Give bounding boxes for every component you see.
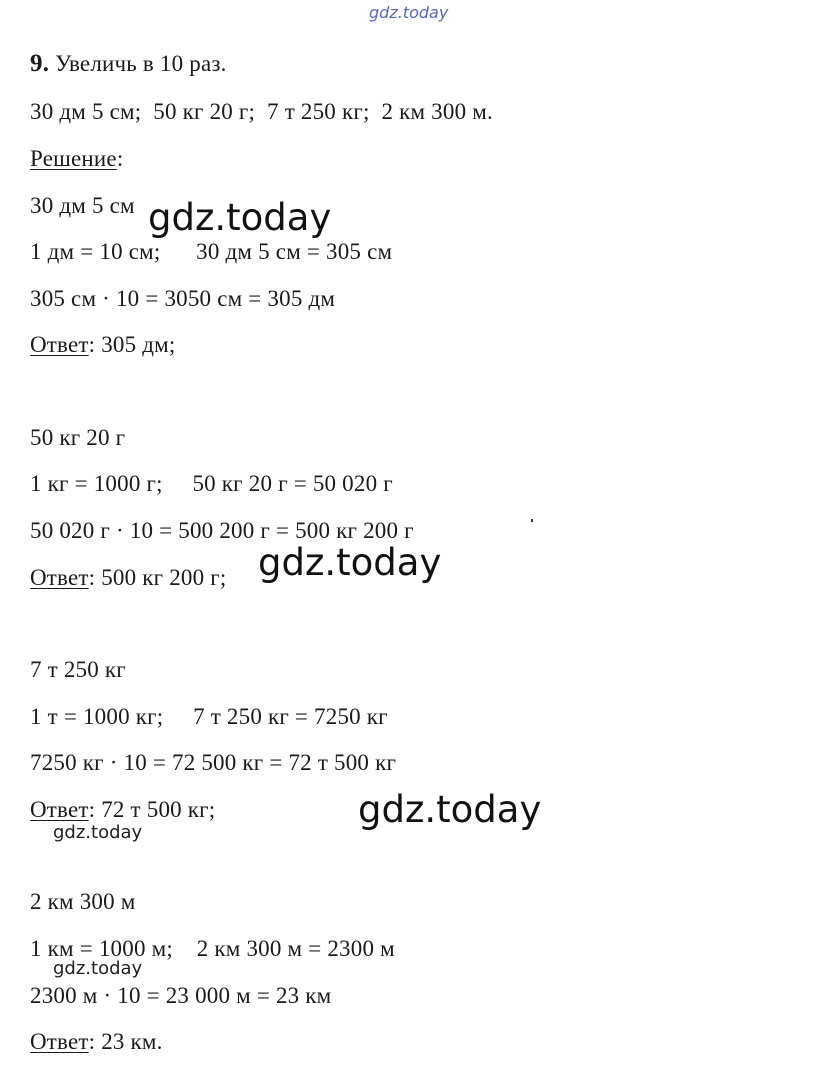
part-3-conversion: 1 т = 1000 кг; 7 т 250 кг = 7250 кг xyxy=(30,704,388,729)
answer-text: : 305 дм; xyxy=(88,332,176,357)
answer-label: Ответ xyxy=(30,332,89,357)
watermark-big-2: gdz.today xyxy=(258,541,442,584)
part-1-conversion: 1 дм = 10 см; 30 дм 5 см = 305 см xyxy=(30,239,393,264)
part-1-value: 30 дм 5 см xyxy=(30,193,135,218)
watermark-small-2: gdz.today xyxy=(53,958,143,979)
answer-label: Ответ xyxy=(30,1029,89,1054)
answer-text: : 23 км. xyxy=(88,1029,163,1054)
part-4-value: 2 км 300 м xyxy=(30,889,136,914)
answer-text: : 72 т 500 кг; xyxy=(88,797,216,822)
part-3-value: 7 т 250 кг xyxy=(30,657,126,682)
answer-label: Ответ xyxy=(30,797,89,822)
part-2-value: 50 кг 20 г xyxy=(30,425,126,450)
part-1-answer xyxy=(30,331,176,359)
watermark-big-1: gdz.today xyxy=(148,196,332,239)
part-1-calculation: 305 см · 10 = 3050 см = 305 дм xyxy=(30,286,336,311)
scan-speck xyxy=(531,519,533,522)
part-4-conversion: 1 км = 1000 м; 2 км 300 м = 2300 м xyxy=(30,936,395,961)
solution-heading xyxy=(30,145,123,173)
part-4-answer xyxy=(30,1028,163,1056)
part-3-answer xyxy=(30,796,215,824)
solution-label: Решение xyxy=(30,146,117,171)
part-3-calculation: 7250 кг · 10 = 72 500 кг = 72 т 500 кг xyxy=(30,750,397,775)
answer-label: Ответ xyxy=(30,565,89,590)
watermark-small-1: gdz.today xyxy=(53,822,143,843)
watermark-header: gdz.today xyxy=(369,3,449,22)
task-number: 9. xyxy=(30,50,50,77)
task-heading xyxy=(30,50,227,78)
part-4-calculation: 2300 м · 10 = 23 000 м = 23 км xyxy=(30,983,332,1008)
watermark-big-3: gdz.today xyxy=(358,788,542,831)
answer-text: : 500 кг 200 г; xyxy=(88,565,227,590)
task-values: 30 дм 5 см; 50 кг 20 г; 7 т 250 кг; 2 км 300 м. xyxy=(30,99,493,124)
part-2-conversion: 1 кг = 1000 г; 50 кг 20 г = 50 020 г xyxy=(30,471,393,496)
part-2-calculation: 50 020 г · 10 = 500 200 г = 500 кг 200 г xyxy=(30,518,414,543)
part-2-answer xyxy=(30,564,226,592)
solution-colon: : xyxy=(116,146,124,171)
task-title: Увеличь в 10 раз. xyxy=(55,51,227,76)
